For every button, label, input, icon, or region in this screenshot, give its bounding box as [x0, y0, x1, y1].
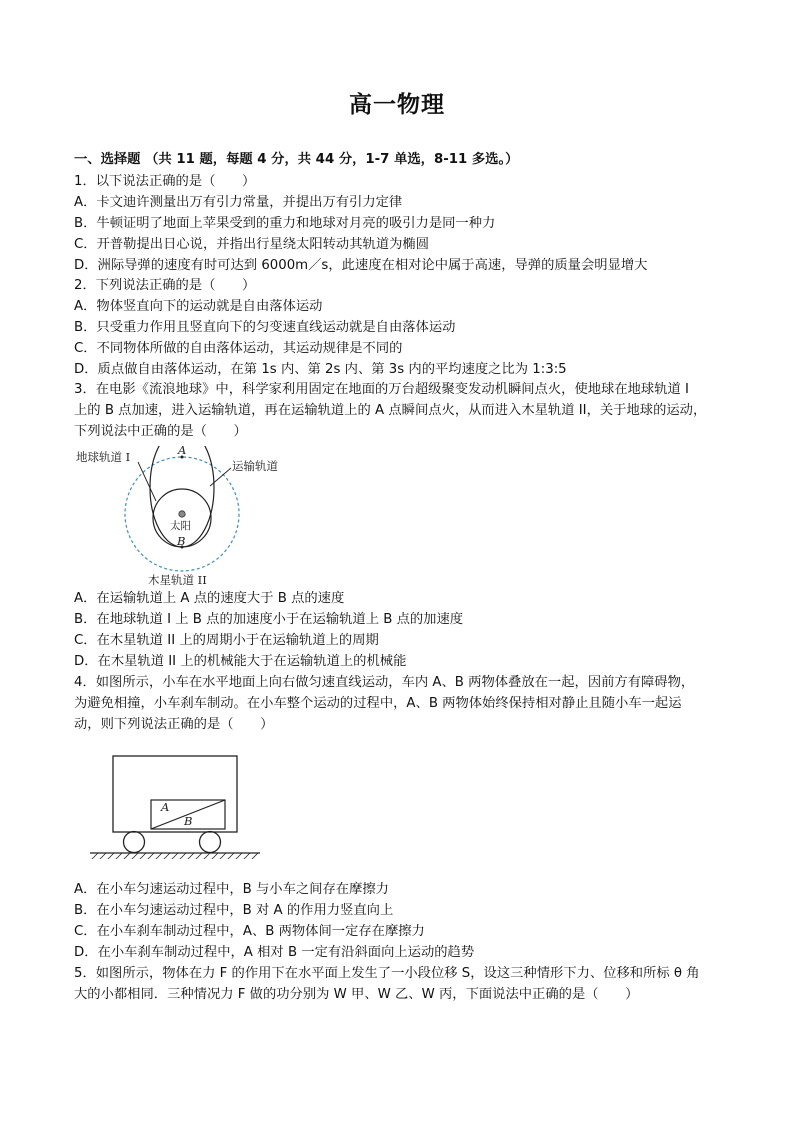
question-3-stem-line-2: 上的 B 点加速，进入运输轨道，再在运输轨道上的 A 点瞬间点火，从而进入木星轨道 II，关于地球的运动， — [74, 403, 707, 418]
question-4-stem-line-3: 动，则下列说法正确的是（ ） — [74, 717, 274, 732]
right-wheel — [200, 832, 221, 853]
question-4-option-d: D．在小车刹车制动过程中，A 相对 B 一定有沿斜面向上运动的趋势 — [74, 945, 475, 960]
cart-diagram — [84, 752, 264, 862]
question-1-option-a: A．卡文迪许测量出万有引力常量，并提出万有引力定律 — [74, 195, 403, 210]
question-2-stem: 2．下列说法正确的是（ ） — [74, 278, 256, 293]
question-1-option-c: C．开普勒提出日心说，并指出行星绕太阳转动其轨道为椭圆 — [74, 237, 430, 252]
question-2-option-b: B．只受重力作用且竖直向下的匀变速直线运动就是自由落体运动 — [74, 320, 456, 335]
question-2-option-d: D．质点做自由落体运动，在第 1s 内、第 2s 内、第 3s 内的平均速度之比为 1:3:5 — [74, 362, 567, 377]
question-5-stem-line-1: 5．如图所示，物体在力 F 的作用下在水平面上发生了一小段位移 S，设这三种情形下力、位移和所标 θ 角 — [74, 966, 700, 981]
block-a-label: A — [161, 800, 170, 814]
question-3-stem-line-1: 3．在电影《流浪地球》中，科学家利用固定在地面的万台超级聚变发动机瞬间点火，使地球在地球轨道 I — [74, 382, 689, 397]
question-3-option-c: C．在木星轨道 II 上的周期小于在运输轨道上的周期 — [74, 633, 379, 648]
question-3-option-b: B．在地球轨道 I 上 B 点的加速度小于在运输轨道上 B 点的加速度 — [74, 612, 464, 627]
orbit-diagram — [74, 446, 304, 588]
point-a-label: A — [178, 446, 187, 457]
ground-hatching — [92, 853, 258, 859]
cart-body — [113, 756, 237, 832]
question-1-stem: 1．以下说法正确的是（ ） — [74, 174, 256, 189]
question-1-option-d: D．洲际导弹的速度有时可达到 6000m／s，此速度在相对论中属于高速，导弹的质量会明显增大 — [74, 258, 648, 273]
question-4-stem-line-2: 为避免相撞，小车刹车制动。在小车整个运动的过程中，A、B 两物体始终保持相对静止且随小车一起运 — [74, 696, 682, 711]
question-1-option-b: B．牛顿证明了地面上苹果受到的重力和地球对月亮的吸引力是同一种力 — [74, 216, 496, 231]
jupiter-orbit-label: 木星轨道 II — [148, 573, 207, 587]
question-3-option-d: D．在木星轨道 II 上的机械能大于在运输轨道上的机械能 — [74, 654, 407, 669]
left-wheel — [124, 832, 145, 853]
sun-label: 太阳 — [170, 520, 191, 532]
question-2-option-a: A．物体竖直向下的运动就是自由落体运动 — [74, 299, 323, 314]
section-heading: 一、选择题 （共 11 题，每题 4 分，共 44 分，1-7 单选，8-11 多选。） — [74, 152, 519, 167]
earth-orbit-label: 地球轨道 I — [76, 450, 131, 464]
question-4-option-a: A．在小车匀速运动过程中，B 与小车之间存在摩擦力 — [74, 882, 389, 897]
question-4-option-b: B．在小车匀速运动过程中，B 对 A 的作用力竖直向上 — [74, 903, 394, 918]
question-4-option-c: C．在小车刹车制动过程中，A、B 两物体间一定存在摩擦力 — [74, 924, 425, 939]
question-4-stem-line-1: 4．如图所示，小车在水平地面上向右做匀速直线运动，车内 A、B 两物体叠放在一起，因前方有障碍物， — [74, 675, 695, 690]
question-3-option-a: A．在运输轨道上 A 点的速度大于 B 点的速度 — [74, 591, 345, 606]
earth-orbit-leader — [138, 462, 156, 501]
point-b-label: B — [177, 534, 186, 548]
sun-dot — [179, 511, 185, 517]
question-2-option-c: C．不同物体所做的自由落体运动，其运动规律是不同的 — [74, 341, 403, 356]
block-b-label: B — [184, 814, 193, 828]
question-5-stem-line-2: 大的小都相同．三种情况力 F 做的功分别为 W 甲、W 乙、W 丙，下面说法中正确的是（ ） — [74, 987, 639, 1002]
page-title: 高一物理 — [349, 92, 445, 118]
question-3-stem-line-3: 下列说法中正确的是（ ） — [74, 424, 247, 439]
transfer-orbit-label: 运输轨道 — [232, 459, 278, 473]
